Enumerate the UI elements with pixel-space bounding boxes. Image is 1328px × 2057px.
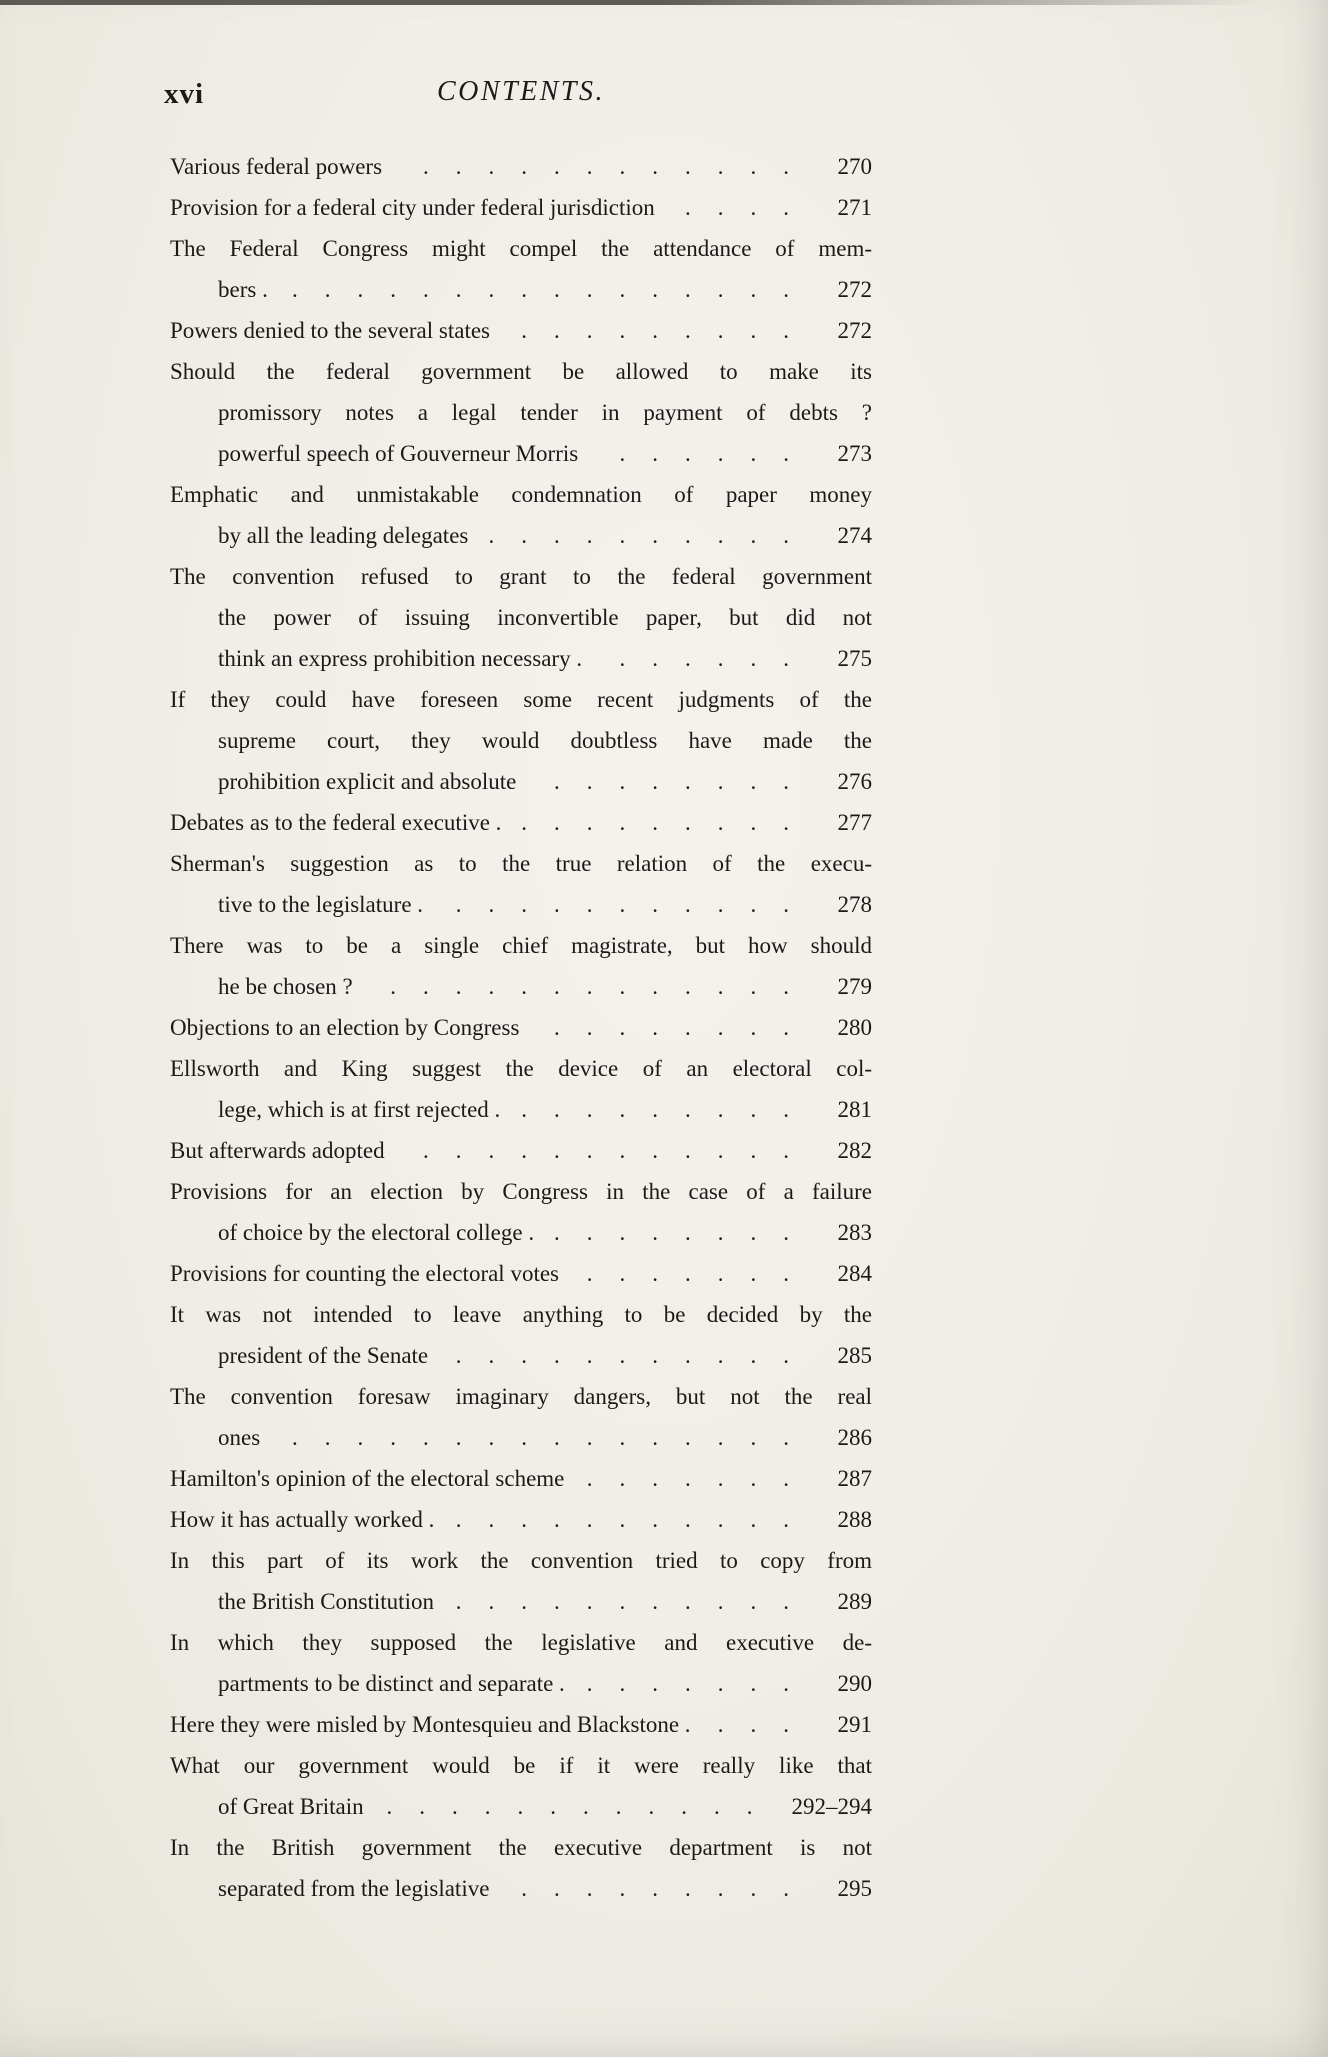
toc-entry-line	[170, 1212, 872, 1253]
entry-page-number: 286	[837, 1425, 872, 1450]
entry-text: There was to be a single chief magistrate, but how should	[170, 933, 872, 958]
toc-entry-line	[170, 1458, 872, 1499]
table-of-contents	[170, 146, 872, 1909]
toc-entry-line	[170, 1007, 872, 1048]
entry-text: supreme court, they would doubtless have made the	[218, 728, 872, 753]
entry-page-number: 292–294	[791, 1794, 872, 1819]
toc-entry	[170, 1827, 872, 1909]
dot-leader	[579, 1663, 816, 1704]
toc-entry-line	[170, 1089, 872, 1130]
entry-text: But afterwards adopted	[170, 1138, 385, 1163]
entry-page-number: 287	[837, 1466, 872, 1491]
dot-leader	[533, 1007, 816, 1048]
toc-entry-line	[170, 556, 872, 597]
dot-leader	[705, 1704, 816, 1745]
dot-leader	[530, 761, 816, 802]
entry-text: What our government would be if it were really like that	[170, 1753, 872, 1778]
toc-entry	[170, 351, 872, 474]
entry-text: In which they supposed the legislative and executive de-	[170, 1630, 872, 1655]
toc-entry	[170, 1007, 872, 1048]
entry-page-number: 289	[837, 1589, 872, 1614]
toc-entry-line	[170, 597, 872, 638]
toc-entry	[170, 1704, 872, 1745]
dot-leader	[515, 802, 816, 843]
entry-text: Debates as to the federal executive .	[170, 810, 502, 835]
running-title: CONTENTS.	[437, 76, 605, 107]
entry-page-number: 281	[837, 1097, 872, 1122]
toc-entry-line	[170, 1868, 872, 1909]
entry-page-number: 277	[837, 810, 872, 835]
toc-entry	[170, 1622, 872, 1704]
toc-entry-line	[170, 802, 872, 843]
entry-page-number: 272	[837, 318, 872, 343]
entry-text: The Federal Congress might compel the attendance of mem-	[170, 236, 872, 261]
entry-text: The convention refused to grant to the federal government	[170, 564, 872, 589]
entry-text: he be chosen ?	[218, 974, 353, 999]
toc-entry-line	[170, 1376, 872, 1417]
toc-entry-line	[170, 1048, 872, 1089]
toc-entry	[170, 1540, 872, 1622]
toc-entry-line	[170, 1704, 872, 1745]
toc-entry-line	[170, 1499, 872, 1540]
entry-page-number: 284	[837, 1261, 872, 1286]
entry-text: promissory notes a legal tender in payment of debts ?	[218, 400, 872, 425]
toc-entry-line	[170, 1253, 872, 1294]
toc-entry	[170, 802, 872, 843]
toc-entry	[170, 310, 872, 351]
entry-page-number: 288	[837, 1507, 872, 1532]
entry-page-number: 272	[837, 277, 872, 302]
dot-leader	[448, 1499, 816, 1540]
entry-text: separated from the legislative	[218, 1876, 490, 1901]
entry-text: In the British government the executive department is not	[170, 1835, 872, 1860]
entry-text: Powers denied to the several states	[170, 318, 490, 343]
toc-entry-line	[170, 925, 872, 966]
toc-entry-line	[170, 1171, 872, 1212]
dot-leader	[596, 638, 816, 679]
toc-entry-line	[170, 638, 872, 679]
toc-entry	[170, 1745, 872, 1827]
entry-text: think an express prohibition necessary .	[218, 646, 583, 671]
toc-entry-line	[170, 1294, 872, 1335]
toc-entry	[170, 1458, 872, 1499]
entry-text: tive to the legislature .	[218, 892, 424, 917]
toc-entry-line	[170, 1827, 872, 1868]
dot-leader	[482, 515, 816, 556]
entry-page-number: 279	[837, 974, 872, 999]
toc-entry-line	[170, 515, 872, 556]
toc-entry-line	[170, 474, 872, 515]
entry-text: In this part of its work the convention tried to copy from	[170, 1548, 872, 1573]
toc-entry-line	[170, 679, 872, 720]
entry-text: How it has actually worked .	[170, 1507, 435, 1532]
entry-text: bers .	[218, 277, 268, 302]
toc-entry-line	[170, 720, 872, 761]
toc-entry-line	[170, 351, 872, 392]
entry-page-number: 274	[837, 523, 872, 548]
entry-text: lege, which is at first rejected .	[218, 1097, 501, 1122]
dot-leader	[367, 966, 816, 1007]
dot-leader	[503, 1868, 816, 1909]
toc-entry	[170, 1253, 872, 1294]
entry-text: Provisions for an election by Congress in the case of a failure	[170, 1179, 872, 1204]
toc-entry-line	[170, 1622, 872, 1663]
dot-leader	[378, 1786, 780, 1827]
entry-text: Ellsworth and King suggest the device of an electoral col-	[170, 1056, 872, 1081]
entry-text: partments to be distinct and separate .	[218, 1671, 565, 1696]
toc-entry	[170, 474, 872, 556]
toc-entry-line	[170, 1335, 872, 1376]
dot-leader	[282, 269, 816, 310]
entry-text: the British Constitution	[218, 1589, 434, 1614]
entry-text: Various federal powers	[170, 154, 383, 179]
entry-text: Objections to an election by Congress	[170, 1015, 520, 1040]
toc-entry-line	[170, 884, 872, 925]
entry-text: Provision for a federal city under federal jurisdiction	[170, 195, 655, 220]
entry-text: It was not intended to leave anything to be decided by the	[170, 1302, 872, 1327]
toc-entry-line	[170, 1745, 872, 1786]
entry-text: Here they were misled by Montesquieu and Blackstone .	[170, 1712, 691, 1737]
toc-entry-line	[170, 310, 872, 351]
entry-text: prohibition explicit and absolute	[218, 769, 517, 794]
entry-page-number: 276	[837, 769, 872, 794]
entry-page-number: 285	[837, 1343, 872, 1368]
dot-leader	[578, 1458, 816, 1499]
dot-leader	[442, 1335, 816, 1376]
toc-entry-line	[170, 1786, 872, 1827]
entry-text: of choice by the electoral college .	[218, 1220, 535, 1245]
entry-page-number: 270	[837, 154, 872, 179]
entry-text: Sherman's suggestion as to the true relation of the execu-	[170, 851, 872, 876]
dot-leader	[592, 433, 816, 474]
toc-entry-line	[170, 269, 872, 310]
toc-entry-line	[170, 228, 872, 269]
toc-entry	[170, 925, 872, 1007]
entry-page-number: 290	[837, 1671, 872, 1696]
entry-text: ones	[218, 1425, 261, 1450]
toc-entry-line	[170, 392, 872, 433]
toc-entry-line	[170, 1581, 872, 1622]
entry-text: the power of issuing inconvertible paper, but did not	[218, 605, 872, 630]
entry-text: If they could have foreseen some recent judgments of the	[170, 687, 872, 712]
entry-text: Hamilton's opinion of the electoral scheme	[170, 1466, 565, 1491]
toc-entry-line	[170, 146, 872, 187]
toc-entry-line	[170, 433, 872, 474]
dot-leader	[573, 1253, 816, 1294]
entry-text: powerful speech of Gouverneur Morris	[218, 441, 579, 466]
scan-edge-artifact	[0, 0, 1328, 5]
entry-text: by all the leading delegates	[218, 523, 469, 548]
toc-entry-line	[170, 1663, 872, 1704]
dot-leader	[448, 1581, 816, 1622]
toc-entry-line	[170, 843, 872, 884]
entry-page-number: 291	[837, 1712, 872, 1737]
dot-leader	[399, 1130, 816, 1171]
toc-entry	[170, 1499, 872, 1540]
page-header	[164, 74, 872, 122]
entry-page-number: 273	[837, 441, 872, 466]
toc-entry	[170, 187, 872, 228]
dot-leader	[437, 884, 816, 925]
dot-leader	[548, 1212, 816, 1253]
toc-entry-line	[170, 1417, 872, 1458]
toc-entry	[170, 556, 872, 679]
entry-text: of Great Britain	[218, 1794, 364, 1819]
toc-entry-line	[170, 1130, 872, 1171]
toc-entry-line	[170, 1540, 872, 1581]
folio-number: xvi	[164, 78, 205, 110]
page-content	[164, 74, 872, 1909]
toc-entry	[170, 1130, 872, 1171]
dot-leader	[504, 310, 816, 351]
entry-page-number: 283	[837, 1220, 872, 1245]
entry-page-number: 282	[837, 1138, 872, 1163]
toc-entry	[170, 1294, 872, 1376]
dot-leader	[669, 187, 816, 228]
toc-entry	[170, 1171, 872, 1253]
toc-entry-line	[170, 187, 872, 228]
entry-page-number: 271	[837, 195, 872, 220]
entry-page-number: 295	[837, 1876, 872, 1901]
entry-text: Emphatic and unmistakable condemnation of paper money	[170, 482, 872, 507]
entry-text: Provisions for counting the electoral votes	[170, 1261, 560, 1286]
toc-entry	[170, 679, 872, 802]
entry-text: The convention foresaw imaginary dangers, but not the real	[170, 1384, 872, 1409]
toc-entry	[170, 1376, 872, 1458]
entry-text: president of the Senate	[218, 1343, 429, 1368]
toc-entry	[170, 228, 872, 310]
toc-entry	[170, 146, 872, 187]
dot-leader	[274, 1417, 816, 1458]
entry-page-number: 280	[837, 1015, 872, 1040]
dot-leader	[396, 146, 816, 187]
toc-entry-line	[170, 761, 872, 802]
entry-page-number: 278	[837, 892, 872, 917]
entry-page-number: 275	[837, 646, 872, 671]
dot-leader	[514, 1089, 816, 1130]
toc-entry-line	[170, 966, 872, 1007]
toc-entry	[170, 843, 872, 925]
entry-text: Should the federal government be allowed to make its	[170, 359, 872, 384]
toc-entry	[170, 1048, 872, 1130]
